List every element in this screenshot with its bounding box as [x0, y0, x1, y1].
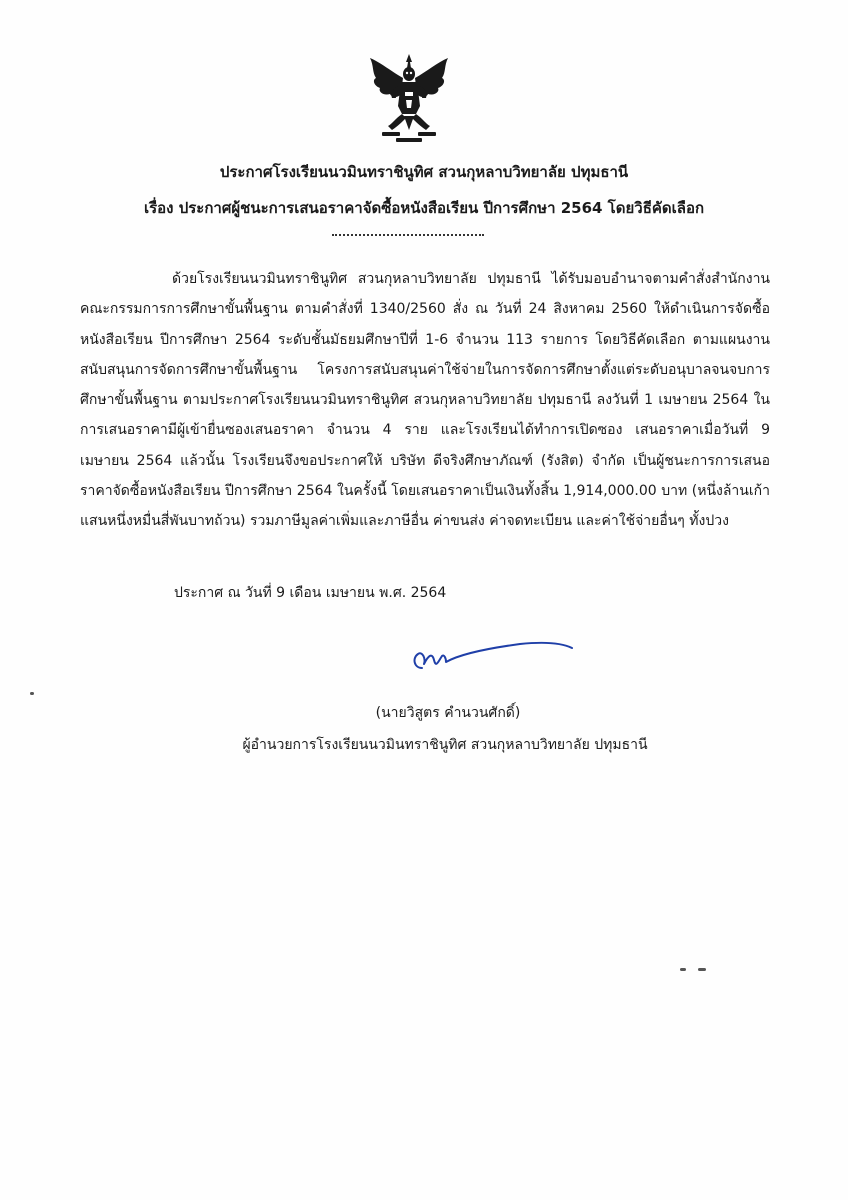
- document-title-line2: เรื่อง ประกาศผู้ชนะการเสนอราคาจัดซื้อหนังสือเรียน ปีการศึกษา 2564 โดยวิธีคัดเลือก: [143, 199, 705, 217]
- signatory-name: (นายวิสูตร คำนวนศักดิ์): [375, 705, 521, 721]
- document-title-line1: ประกาศโรงเรียนนวมินทราชินูทิศ สวนกุหลาบวิทยาลัย ปทุมธานี: [219, 163, 629, 181]
- announcement-paragraph: ด้วยโรงเรียนนวมินทราชินูทิศ สวนกุหลาบวิทยาลัย ปทุมธานี ได้รับมอบอำนาจตามคำสั่งสำนักงานคณะกรรมการการศึกษาขั้นพื้นฐาน ตามคำสั่งที่ 1340/2560 สั่ง ณ วันที่ 24 สิงหาคม 2560 ให้ดำเนินการจัดซื้อหนังสือเรียน ปีการศึกษา 2564 ระดับชั้นมัธยมศึกษาปีที่ 1-6 จำนวน 113 รายการ โดยวิธีคัดเลือก ตามแผนงานสนับสนุนการจัดการศึกษาขั้นพื้นฐาน โครงการสนับสนุนค่าใช้จ่ายในการจัดการศึกษาตั้งแต่ระดับอนุบาลจนจบการศึกษาขั้นพื้นฐาน ตามประกาศโรงเรียนนวมินทราชินูทิศ สวนกุหลาบวิทยาลัย ปทุมธานี ลงวันที่ 1 เมษายน 2564 ในการเสนอราคามีผู้เข้ายื่นซองเสนอราคา จำนวน 4 ราย และโรงเรียนได้ทำการเปิดซอง เสนอราคาเมื่อวันที่ 9 เมษายน 2564 แล้วนั้น โรงเรียนจึงขอประกาศให้ บริษัท ดีจริงศึกษาภัณฑ์ (รังสิต) จำกัด เป็นผู้ชนะการการเสนอราคาจัดซื้อหนังสือเรียน ปีการศึกษา 2564 ในครั้งนี้ โดยเสนอราคาเป็นเงินทั้งสิ้น 1,914,000.00 บาท (หนึ่งล้านเก้าแสนหนึ่งหมื่นสี่พันบาทถ้วน) รวมภาษีมูลค่าเพิ่มและภาษีอื่น ค่าขนส่ง ค่าจดทะเบียน และค่าใช้จ่ายอื่นๆ ทั้งปวง: [80, 271, 770, 530]
- scan-speck: [680, 968, 686, 971]
- scan-speck: [698, 968, 706, 971]
- scan-speck: [30, 692, 34, 695]
- handwritten-signature: [400, 628, 580, 688]
- garuda-emblem-icon: [366, 52, 452, 144]
- announcement-date: ประกาศ ณ วันที่ 9 เดือน เมษายน พ.ศ. 2564: [174, 585, 447, 601]
- announcement-body: [80, 264, 770, 537]
- signatory-position: ผู้อำนวยการโรงเรียนนวมินทราชินูทิศ สวนกุหลาบวิทยาลัย ปทุมธานี: [242, 737, 648, 753]
- dotted-divider: [332, 234, 484, 236]
